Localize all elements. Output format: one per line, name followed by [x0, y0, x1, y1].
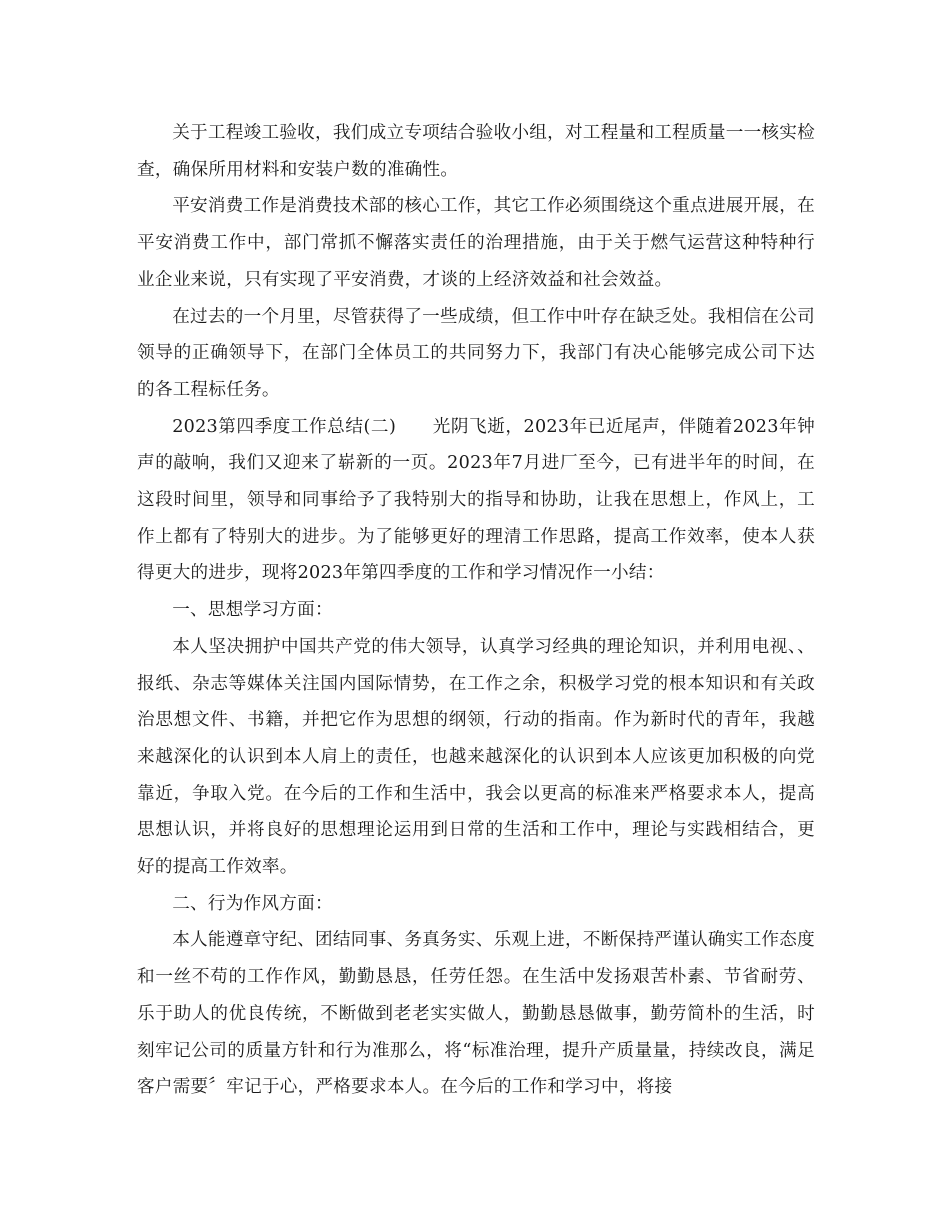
- section-heading-ideology: 一、思想学习方面：: [172, 600, 333, 621]
- paragraph-project-acceptance: 关于工程竣工验收，我们成立专项结合验收小组，对工程量和工程质量一一核实检查，确保所用材料和安装户数的准确性。: [137, 123, 815, 180]
- paragraph-safe-production: 平安消费工作是消费技术部的核心工作，其它工作必须围绕这个重点进展开展，在平安消费工作中，部门常抓不懈落实责任的治理措施，由于关于燃气运营这种特种行业企业来说，只有实现了平安消费，才谈的上经济效益和社会效益。: [137, 196, 815, 290]
- paragraph-conduct: 本人能遵章守纪、团结同事、务真务实、乐观上进，不断保持严谨认确实工作态度和一丝不苟的工作作风，勤勤恳恳，任劳任怨。在生活中发扬艰苦朴素、节省耐劳、乐于助人的优良传统，不断做到老老实实做人，勤勤恳恳做事，勤劳简朴的生活，时刻牢记公司的质量方针和行为准那么，将“标准治理，提升产质量量，持续改良，满足客户需要〞牢记于心，严格要求本人。在今后的工作和学习中，将接: [137, 930, 815, 1098]
- paragraph-q4-summary-intro: 2023第四季度工作总结(二) 光阴飞逝，2023年已近尾声，伴随着2023年钟声的敲响，我们又迎来了崭新的一页。2023年7月进厂至今，已有进半年的时间，在这段时间里，领导和同事给予了我特别大的指导和协助，让我在思想上，作风上，工作上都有了特别大的进步。为了能够更好的理清工作思路，提高工作效率，使本人获得更大的进步，现将2023年第四季度的工作和学习情况作一小结：: [137, 416, 815, 584]
- paragraph-ideology: 本人坚决拥护中国共产党的伟大领导，认真学习经典的理论知识，并利用电视、、报纸、杂志等媒体关注国内国际情势，在工作之余，积极学习党的根本知识和有关政治思想文件、书籍，并把它作为思想的纲领，行动的指南。作为新时代的青年，我越来越深化的认识到本人肩上的责任，也越来越深化的认识到本人应该更加积极的向党靠近，争取入党。在今后的工作和生活中，我会以更高的标准来严格要求本人，提高思想认识，并将良好的思想理论运用到日常的生活和工作中，理论与实践相结合，更好的提高工作效率。: [137, 636, 815, 878]
- paragraph-past-month: 在过去的一个月里，尽管获得了一些成绩，但工作中叶存在缺乏处。我相信在公司领导的正确领导下，在部门全体员工的共同努力下，我部门有决心能够完成公司下达的各工程标任务。: [137, 306, 815, 400]
- section-heading-conduct: 二、行为作风方面：: [172, 893, 333, 914]
- document-body: [137, 115, 815, 1106]
